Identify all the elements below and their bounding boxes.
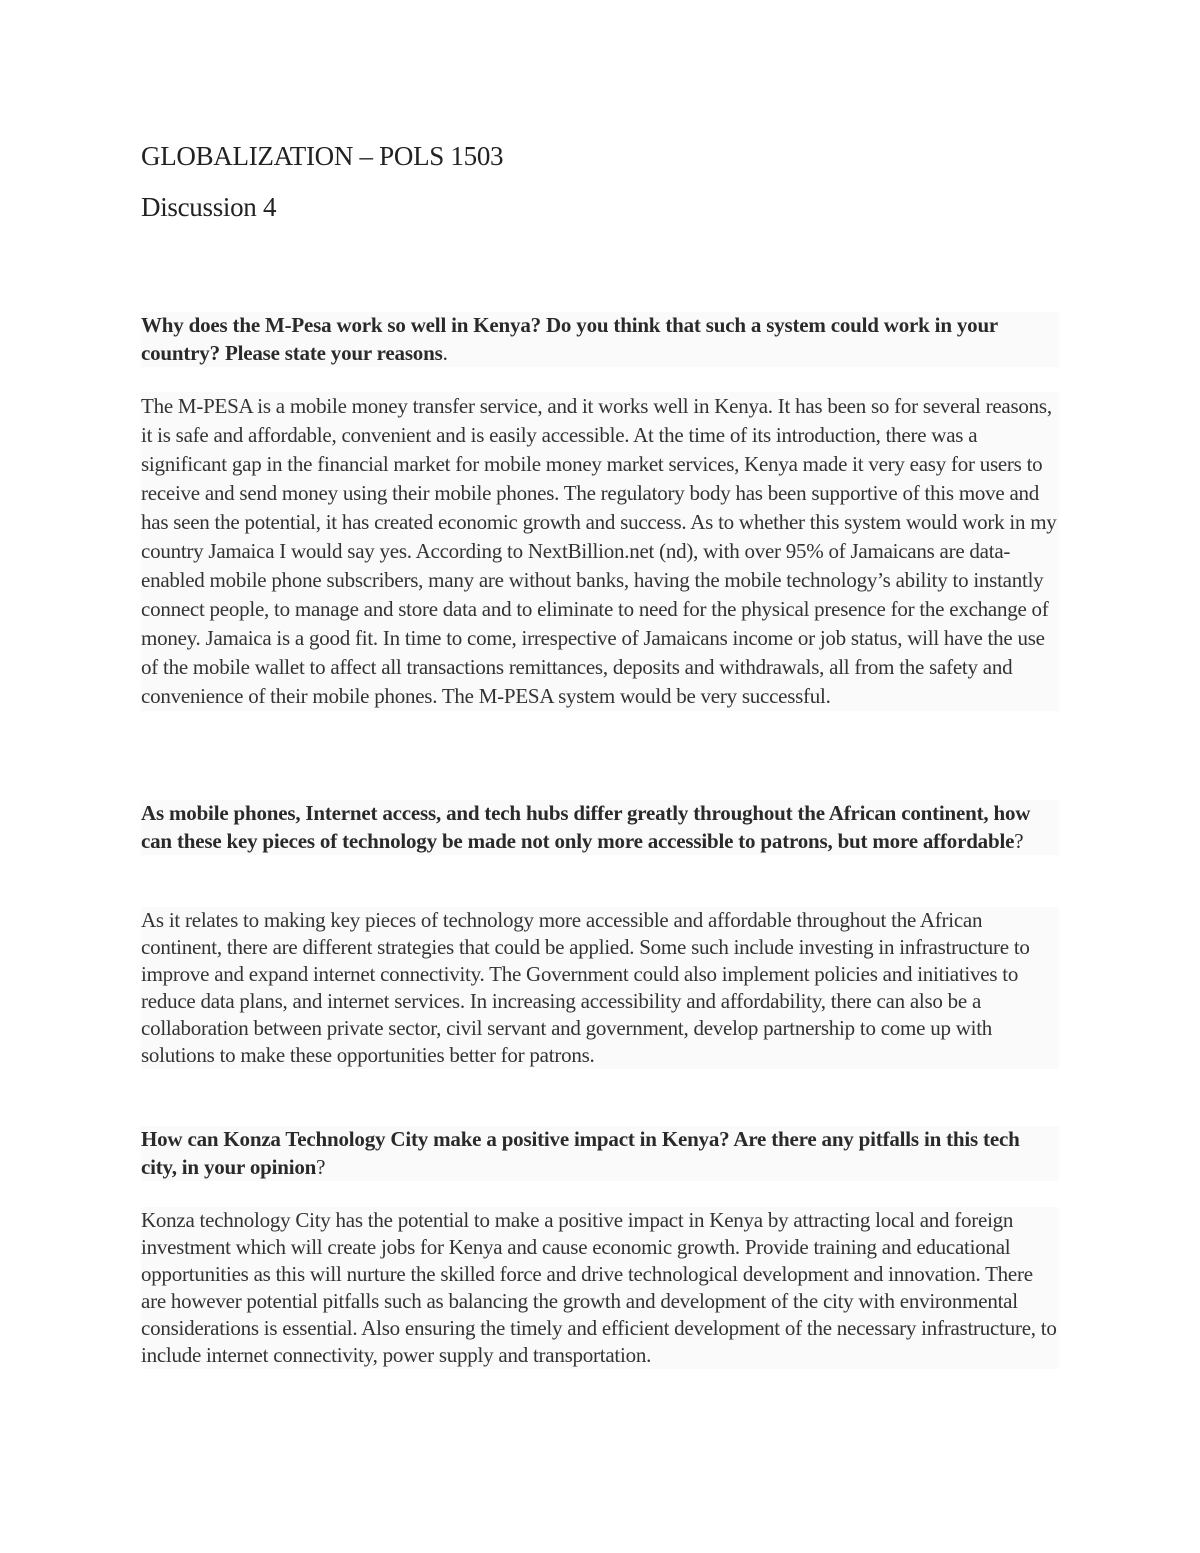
answer-1 bbox=[141, 392, 1059, 711]
answer-2 bbox=[141, 907, 1059, 1069]
question-1-text: Why does the M-Pesa work so well in Kenya? Do you think that such a system could work in your country? Please state your reasons bbox=[141, 313, 998, 365]
question-3-text: How can Konza Technology City make a positive impact in Kenya? Are there any pitfalls in this tech city, in your opinion bbox=[141, 1127, 1020, 1179]
question-3 bbox=[141, 1126, 1059, 1181]
document-title: GLOBALIZATION – POLS 1503 bbox=[141, 141, 504, 171]
question-2-text: As mobile phones, Internet access, and tech hubs differ greatly throughout the African continent, how can these key pieces of technology be made not only more accessible to patrons, but more affordable bbox=[141, 801, 1031, 853]
document-subtitle: Discussion 4 bbox=[141, 192, 277, 222]
question-1 bbox=[141, 312, 1059, 367]
question-2 bbox=[141, 800, 1059, 855]
question-3-end: ? bbox=[316, 1154, 326, 1179]
question-2-end: ? bbox=[1014, 828, 1024, 853]
answer-1-text: The M-PESA is a mobile money transfer service, and it works well in Kenya. It has been so for several reasons, it is safe and affordable, convenient and is easily accessible. At the time of its introduction, there was a significant gap in the financial market for mobile money market services, Kenya made it very easy for users to receive and send money using their mobile phones. The regulatory body has been supportive of this move and has seen the potential, it has created economic growth and success. As to whether this system would work in my country Jamaica I would say yes. According to NextBillion.net (nd), with over 95% of Jamaicans are data-enabled mobile phone subscribers, many are without banks, having the mobile technology’s ability to instantly connect people, to manage and store data and to eliminate to need for the physical presence for the exchange of money. Jamaica is a good fit. In time to come, irrespective of Jamaicans income or job status, will have the use of the mobile wallet to affect all transactions remittances, deposits and withdrawals, all from the safety and convenience of their mobile phones. The M-PESA system would be very successful. bbox=[141, 394, 1057, 708]
answer-3 bbox=[141, 1207, 1059, 1369]
answer-3-text: Konza technology City has the potential to make a positive impact in Kenya by attracting local and foreign investment which will create jobs for Kenya and cause economic growth. Provide training and educational opportunities as this will nurture the skilled force and drive technological development and innovation. There are however potential pitfalls such as balancing the growth and development of the city with environmental considerations is essential. Also ensuring the timely and efficient development of the necessary infrastructure, to include internet connectivity, power supply and transportation. bbox=[141, 1208, 1057, 1367]
answer-2-text: As it relates to making key pieces of technology more accessible and affordable throughout the African continent, there are different strategies that could be applied. Some such include investing in infrastructure to improve and expand internet connectivity. The Government could also implement policies and initiatives to reduce data plans, and internet services. In increasing accessibility and affordability, there can also be a collaboration between private sector, civil servant and government, develop partnership to come up with solutions to make these opportunities better for patrons. bbox=[141, 908, 1030, 1067]
question-1-end: . bbox=[442, 340, 448, 365]
